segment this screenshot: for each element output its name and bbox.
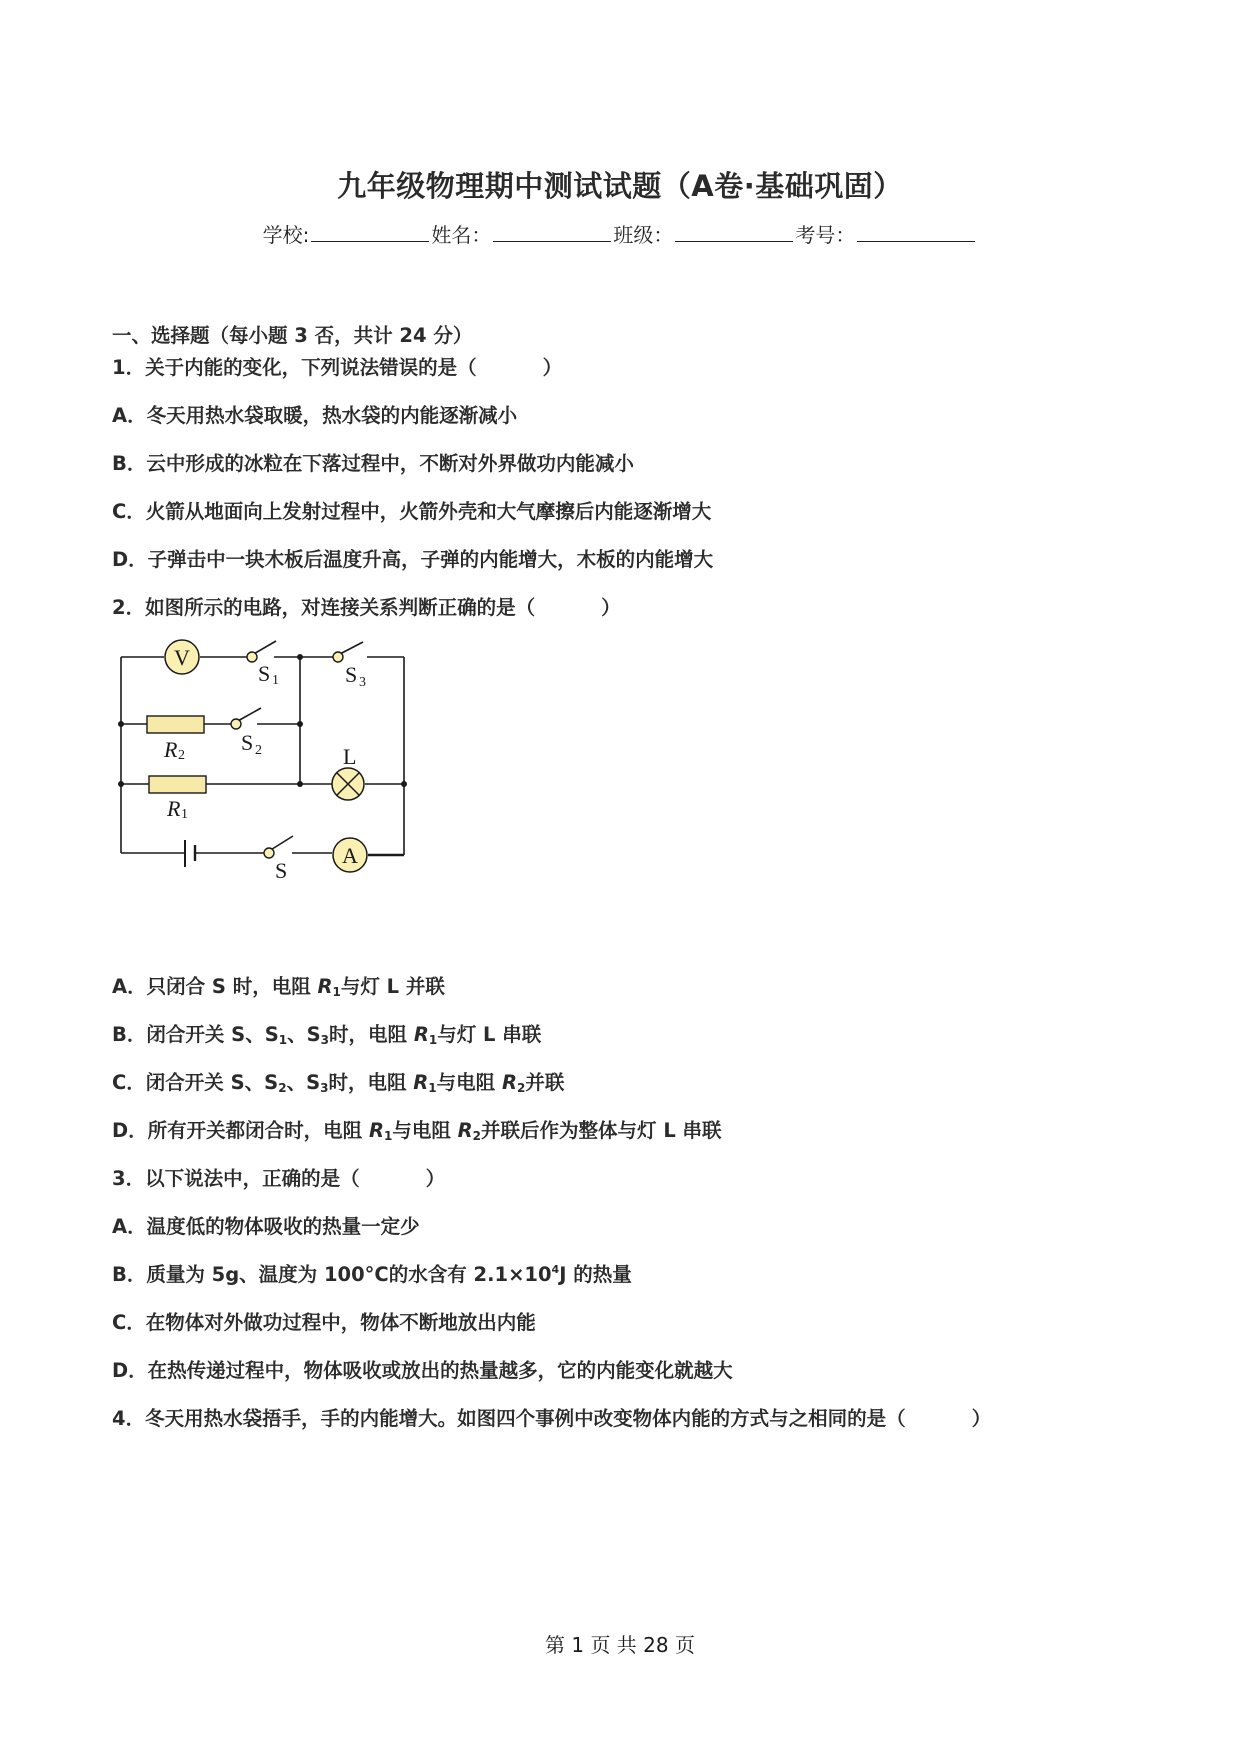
q1-option-b: B．云中形成的冰粒在下落过程中，不断对外界做功内能减小	[112, 452, 634, 475]
question-4-stem	[112, 1403, 991, 1431]
resistor-r1-icon	[149, 776, 206, 793]
svg-text:L: L	[343, 744, 357, 769]
svg-text:S: S	[258, 661, 271, 686]
svg-text:2: 2	[178, 748, 185, 763]
svg-text:V: V	[174, 645, 190, 670]
lamp-icon	[332, 768, 364, 800]
close-paren: ）	[542, 356, 563, 379]
q3-option-b: B．质量为 5g、温度为 100°C的水含有 $2.1\times 10^4J$ 的热量	[112, 1263, 632, 1286]
q2-option-d: D．所有开关都闭合时，电阻 $R_1$与电阻 $R_2$并联后作为整体与灯 L 串联	[112, 1119, 722, 1143]
svg-text:1: 1	[181, 807, 188, 822]
page-title: 九年级物理期中测试试题（A卷·基础巩固）	[337, 169, 903, 203]
ammeter-icon	[333, 838, 367, 872]
question-1-stem	[112, 352, 562, 380]
question-2-stem	[112, 592, 621, 620]
q3-option-a: A．温度低的物体吸收的热量一定少	[112, 1215, 420, 1238]
close-paren: ）	[601, 596, 621, 619]
circuit-diagram	[100, 630, 440, 910]
question-2-text: 2．如图所示的电路，对连接关系判断正确的是（	[112, 596, 536, 619]
switch-s3-icon	[333, 652, 343, 662]
exam-number-blank	[857, 223, 975, 242]
exam-number-label: 考号：	[795, 223, 856, 247]
q2-option-b: B．闭合开关 S、$S_1$、$S_3$时，电阻 $R_1$与灯 L 串联	[112, 1023, 542, 1047]
name-blank	[493, 223, 611, 242]
resistor-r2-icon	[147, 716, 204, 733]
school-label: 学校:	[262, 223, 310, 247]
question-4-text: 4．冬天用热水袋捂手，手的内能增大。如图四个事例中改变物体内能的方式与之相同的是（	[112, 1407, 906, 1430]
svg-text:S: S	[275, 858, 288, 883]
svg-text:1: 1	[272, 673, 279, 688]
q3-option-c: C．在物体对外做功过程中，物体不断地放出内能	[112, 1311, 536, 1334]
q1-option-a: A．冬天用热水袋取暖，热水袋的内能逐渐减小	[112, 404, 518, 427]
page-number-footer: 第 1 页 共 28 页	[545, 1633, 695, 1657]
svg-text:R: R	[167, 796, 181, 821]
q2-option-c: C．闭合开关 S、$S_2$、$S_3$时，电阻 $R_1$与电阻 $R_2$并联	[112, 1071, 565, 1095]
name-label: 姓名：	[431, 223, 492, 247]
svg-text:2: 2	[255, 743, 262, 758]
class-label: 班级：	[613, 223, 674, 247]
question-1-text: 1．关于内能的变化，下列说法错误的是（	[112, 356, 477, 379]
section-heading: 一、选择题（每小题 3 否，共计 24 分）	[112, 324, 473, 347]
q3-option-d: D．在热传递过程中，物体吸收或放出的热量越多，它的内能变化就越大	[112, 1359, 733, 1382]
svg-text:S: S	[345, 662, 358, 687]
class-blank	[675, 223, 793, 242]
question-3-text: 3．以下说法中，正确的是（	[112, 1167, 360, 1190]
student-info-line	[0, 219, 1240, 248]
svg-text:A: A	[342, 843, 358, 868]
q1-option-d: D．子弹击中一块木板后温度升高，子弹的内能增大，木板的内能增大	[112, 548, 714, 571]
voltmeter-icon	[165, 640, 199, 674]
school-blank	[311, 223, 429, 242]
switch-s1-icon	[247, 652, 257, 662]
svg-text:S: S	[241, 730, 254, 755]
q2-option-a: A．只闭合 S 时，电阻 $R_1$与灯 L 并联	[112, 975, 445, 999]
switch-s-icon	[264, 848, 274, 858]
q1-option-c: C．火箭从地面向上发射过程中，火箭外壳和大气摩擦后内能逐渐增大	[112, 500, 712, 523]
svg-text:3: 3	[359, 675, 366, 690]
switch-s2-icon	[231, 719, 241, 729]
svg-text:R: R	[164, 737, 178, 762]
close-paren: ）	[971, 1407, 992, 1430]
close-paren: ）	[425, 1167, 446, 1190]
question-3-stem	[112, 1163, 445, 1191]
